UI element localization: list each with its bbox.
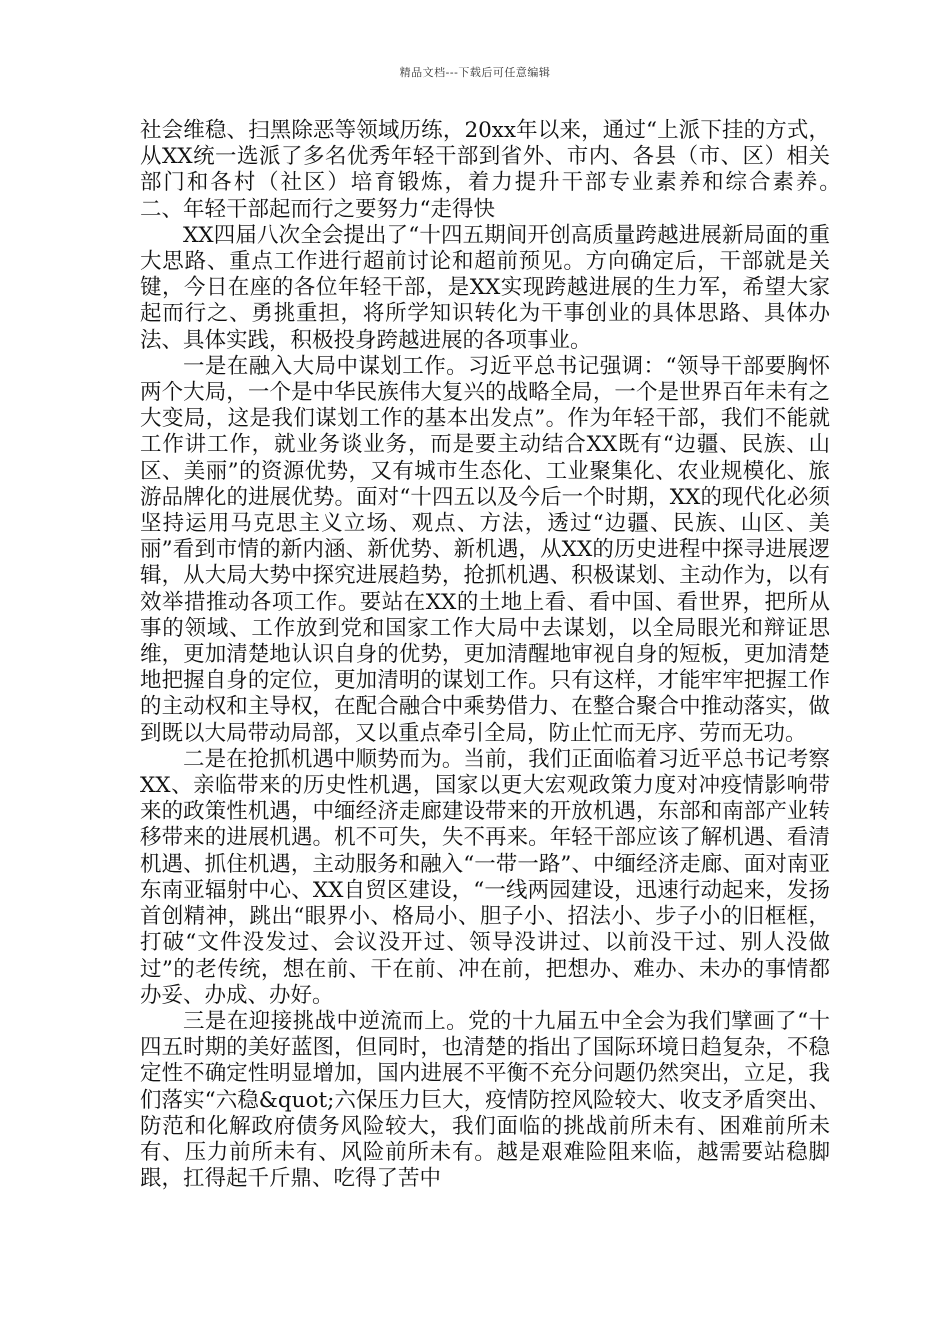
document-body <box>140 118 874 1192</box>
paragraph-4: 二是在抢抓机遇中顺势而为。当前，我们正面临着习近平总书记考察XX、亲临带来的历史性机遇，国家以更大宏观政策力度对冲疫情影响带来的政策性机遇，中缅经济走廊建设带来的开放机遇，东部和南部产业转移带来的进展机遇。机不可失，失不再来。年轻干部应该了解机遇、看清机遇、抓住机遇，主动服务和融入“一带一路”、中缅经济走廊、面对南亚东南亚辐射中心、XX自贸区建设，“一线两园建设，迅速行动起来，发扬首创精神，跳出“眼界小、格局小、胆子小、招法小、步子小的旧框框，打破“文件没发过、会议没开过、领导没讲过、以前没干过、别人没做过”的老传统，想在前、干在前、冲在前，把想办、难办、未办的事情都办妥、办成、办好。 <box>140 746 830 1008</box>
paragraph-2: XX四届八次全会提出了“十四五期间开创高质量跨越进展新局面的重大思路、重点工作进行超前讨论和超前预见。方向确定后，干部就是关键，今日在座的各位年轻干部，是XX实现跨越进展的生力军，希望大家起而行之、勇挑重担，将所学知识转化为干事创业的具体思路、具体办法、具体实践，积极投身跨越进展的各项事业。 <box>140 222 830 353</box>
paragraph-3: 一是在融入大局中谋划工作。习近平总书记强调：“领导干部要胸怀两个大局，一个是中华民族伟大复兴的战略全局，一个是世界百年未有之大变局，这是我们谋划工作的基本出发点”。作为年轻干部，我们不能就工作讲工作，就业务谈业务，而是要主动结合XX既有“边疆、民族、山区、美丽”的资源优势，又有城市生态化、工业聚集化、农业规模化、旅游品牌化的进展优势。面对“十四五以及今后一个时期，XX的现代化必须坚持运用马克思主义立场、观点、方法，透过“边疆、民族、山区、美丽”看到市情的新内涵、新优势、新机遇，从XX的历史进程中探寻进展逻辑，从大局大势中探究进展趋势，抢抓机遇、积极谋划、主动作为，以有效举措推动各项工作。要站在XX的土地上看、看中国、看世界，把所从事的领域、工作放到党和国家工作大局中去谋划，以全局眼光和辩证思维，更加清楚地认识自身的优势，更加清醒地审视自身的短板，更加清楚地把握自身的定位，更加清明的谋划工作。只有这样，才能牢牢把握工作的主动权和主导权，在配合融合中乘势借力、在整合聚合中推动落实，做到既以大局带动局部，又以重点牵引全局，防止忙而无序、劳而无功。 <box>140 353 830 746</box>
paragraph-5: 三是在迎接挑战中逆流而上。党的十九届五中全会为我们擘画了“十四五时期的美好蓝图，但同时，也清楚的指出了国际环境日趋复杂，不稳定性不确定性明显增加，国内进展不平衡不充分问题仍然突出，立足，我们落实“六稳&quot;六保压力巨大，疫情防控风险较大、收支矛盾突出、防范和化解政府债务风险较大，我们面临的挑战前所未有、困难前所未有、压力前所未有、风险前所未有。越是艰难险阻来临，越需要站稳脚跟，扛得起千斤鼎、吃得了苦中 <box>140 1008 830 1192</box>
page-header: 精品文档---下载后可任意编辑 <box>399 66 551 79</box>
paragraph-1: 社会维稳、扫黑除恶等领域历练，20xx年以来，通过“上派下挂的方式，从XX统一选派了多名优秀年轻干部到省外、市内、各县（市、区）相关部门和各村（社区）培育锻炼，着力提升干部专业素养和综合素养。 二、年轻干部起而行之要努力“走得快 <box>140 118 874 222</box>
